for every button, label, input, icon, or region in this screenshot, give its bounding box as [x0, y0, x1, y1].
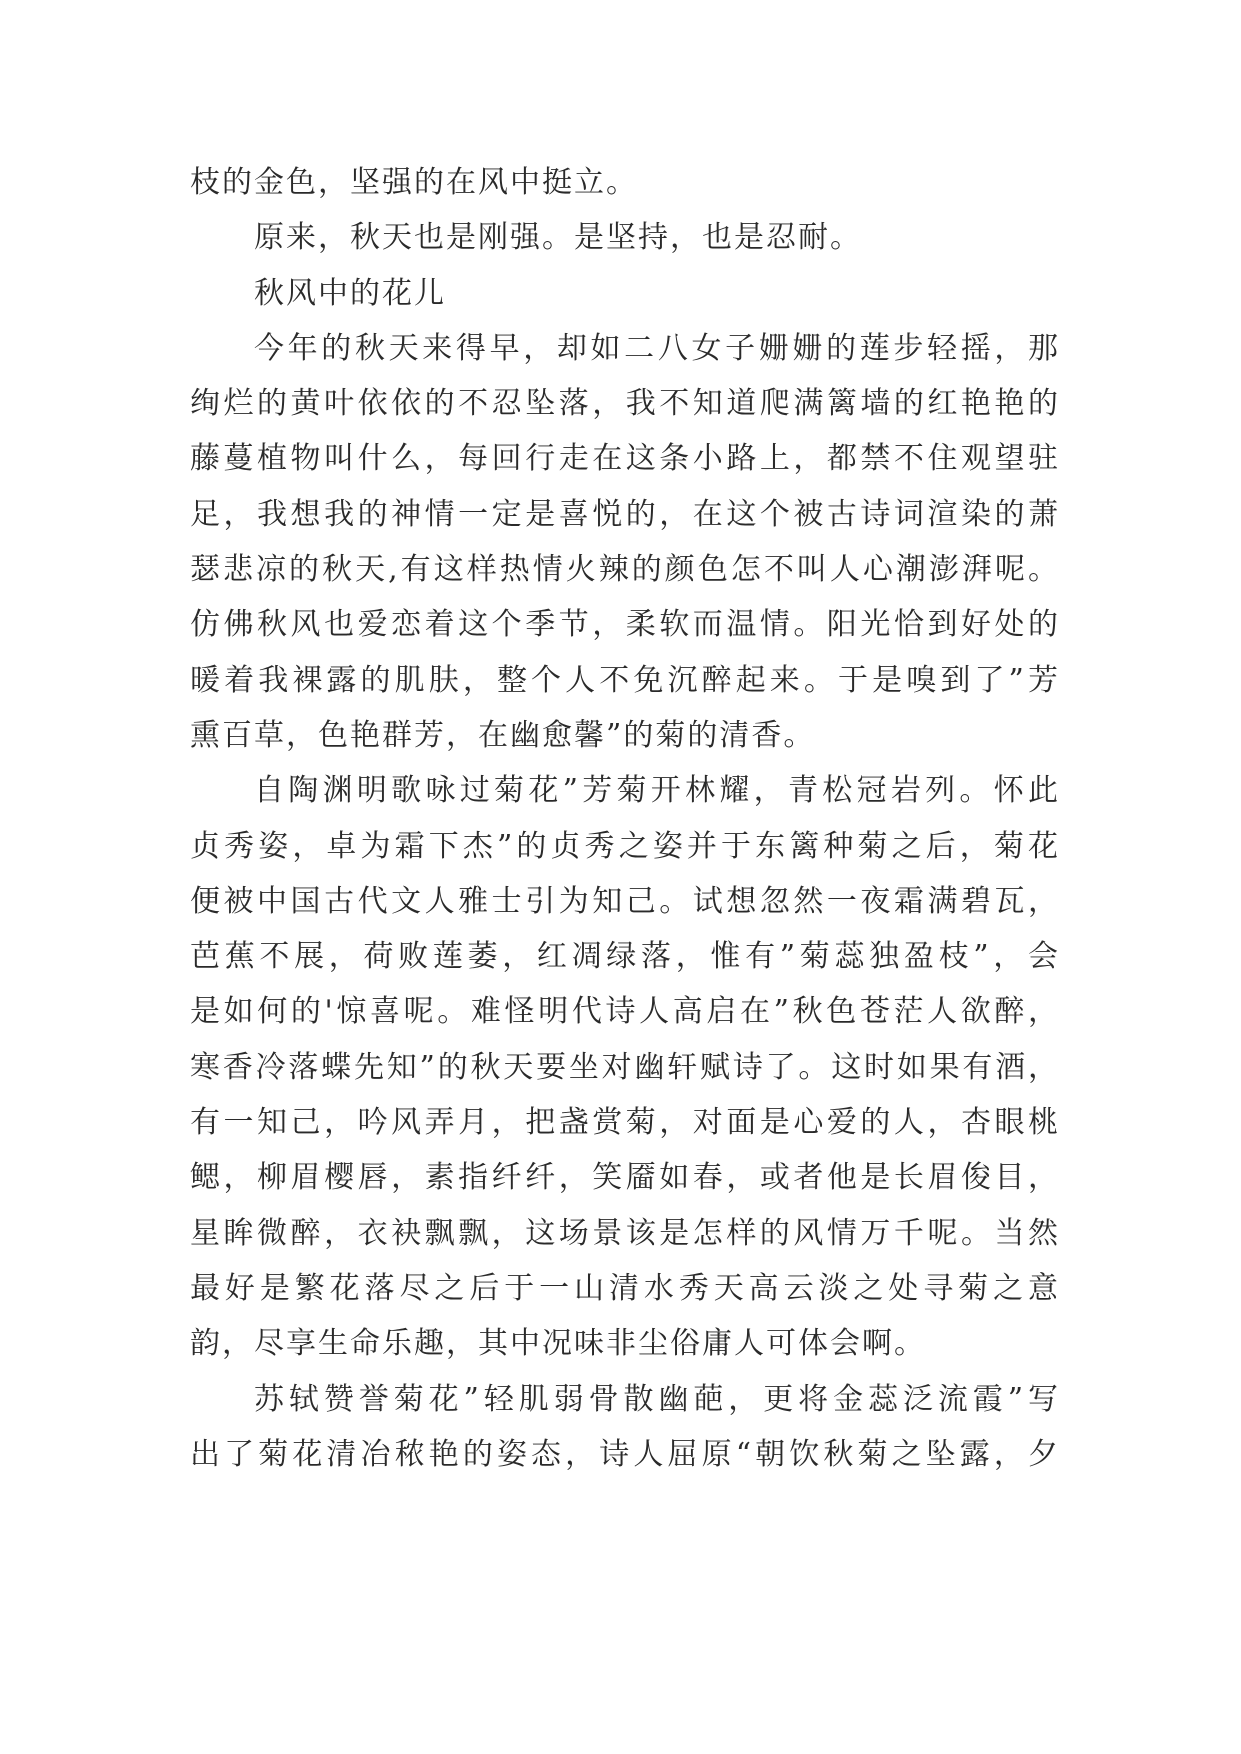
- paragraph: [190, 321, 1060, 763]
- text-line: 瑟悲凉的秋天,有这样热情火辣的颜色怎不叫人心潮澎湃呢。: [190, 552, 1060, 588]
- text-line: 熏百草，色艳群芳，在幽愈馨”的菊的清香。: [190, 717, 816, 753]
- text-line: 便被中国古代文人雅士引为知己。试想忽然一夜霜满碧瓦，: [190, 883, 1060, 919]
- text-line: 有一知己，吟风弄月，把盏赏菊，对面是心爱的人，杏眼桃: [190, 1105, 1060, 1141]
- text-line: 今年的秋天来得早，却如二八女子姗姗的莲步轻摇，那: [254, 330, 1060, 366]
- section-heading: [190, 266, 1060, 321]
- text-line: 韵，尽享生命乐趣，其中况味非尘俗庸人可体会啊。: [190, 1326, 926, 1362]
- text-line: 原来，秋天也是刚强。是坚持，也是忍耐。: [254, 220, 862, 256]
- paragraph: [190, 155, 1060, 210]
- text-line: 藤蔓植物叫什么，每回行走在这条小路上，都禁不住观望驻: [190, 441, 1060, 477]
- text-line: 绚烂的黄叶依依的不忍坠落，我不知道爬满篱墙的红艳艳的: [190, 386, 1060, 422]
- text-line: 出了菊花清冶秾艳的姿态，诗人屈原“朝饮秋菊之坠露，夕: [190, 1436, 1060, 1472]
- text-line: 是如何的'惊喜呢。难怪明代诗人高启在”秋色苍茫人欲醉，: [190, 994, 1060, 1030]
- text-line: 寒香冷落蝶先知”的秋天要坐对幽轩赋诗了。这时如果有酒，: [190, 1049, 1060, 1085]
- text-line: 鳃，柳眉樱唇，素指纤纤，笑靥如春，或者他是长眉俊目，: [190, 1160, 1060, 1196]
- body-text: [190, 155, 1060, 1482]
- text-line: 贞秀姿，卓为霜下杰”的贞秀之姿并于东篱种菊之后，菊花: [190, 828, 1060, 864]
- text-line: 枝的金色，坚强的在风中挺立。: [190, 165, 638, 200]
- text-line: 最好是繁花落尽之后于一山清水秀天高云淡之处寻菊之意: [190, 1270, 1060, 1306]
- paragraph: [190, 1372, 1060, 1483]
- text-line: 苏轼赞誉菊花”轻肌弱骨散幽葩，更将金蕊泛流霞”写: [254, 1381, 1060, 1417]
- text-line: 足，我想我的神情一定是喜悦的，在这个被古诗词渲染的萧: [190, 496, 1060, 532]
- paragraph: [190, 210, 1060, 265]
- paragraph: [190, 763, 1060, 1371]
- text-line: 暖着我裸露的肌肤，整个人不免沉醉起来。于是嗅到了”芳: [190, 662, 1060, 698]
- text-line: 仿佛秋风也爱恋着这个季节，柔软而温情。阳光恰到好处的: [190, 607, 1060, 643]
- text-line: 星眸微醉，衣袂飘飘，这场景该是怎样的风情万千呢。当然: [190, 1215, 1060, 1251]
- text-line: 秋风中的花儿: [254, 275, 446, 311]
- text-line: 自陶渊明歌咏过菊花”芳菊开林耀，青松冠岩列。怀此: [254, 773, 1060, 809]
- text-line: 芭蕉不展，荷败莲萎，红凋绿落，惟有”菊蕊独盈枝”，会: [190, 939, 1060, 975]
